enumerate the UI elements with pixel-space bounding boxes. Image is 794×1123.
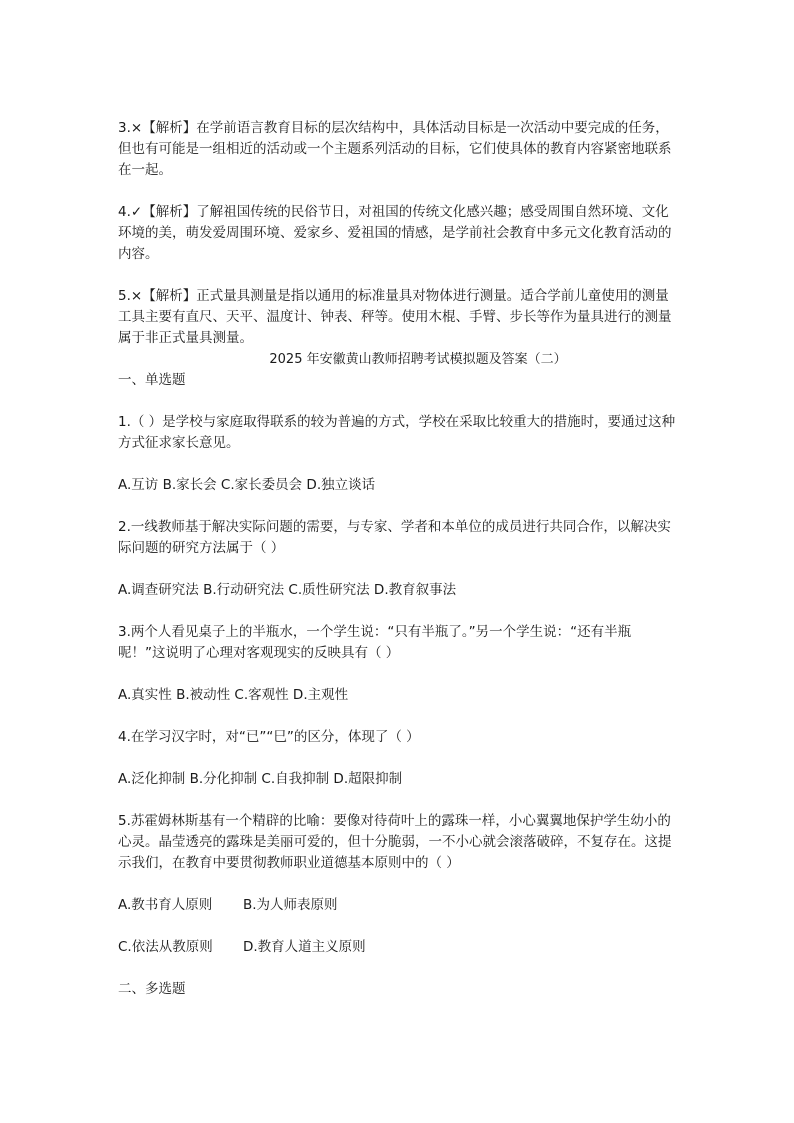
section-heading-single-choice: 一、单选题 [118, 372, 186, 388]
question-5-option-a: A.教书育人原则 [118, 897, 213, 913]
question-3-options: A.真实性 B.被动性 C.客观性 D.主观性 [118, 687, 349, 703]
question-2-options: A.调查研究法 B.行动研究法 C.质性研究法 D.教育叙事法 [118, 582, 457, 598]
exam-title: 2025 年安徽黄山教师招聘考试模拟题及答案（二） [269, 352, 567, 367]
section-heading-multi-choice: 二、多选题 [118, 981, 186, 997]
document-page [118, 118, 678, 1000]
question-5-option-d: D.教育人道主义原则 [243, 939, 366, 955]
explanation-4: 4.✓【解析】了解祖国传统的民俗节日，对祖国的传统文化感兴趣；感受周围自然环境、文化环境的美，萌发爱周围环境、爱家乡、爱祖国的情感，是学前社会教育中多元文化教育活动的内容。 [118, 204, 672, 262]
question-2-stem: 2.一线教师基于解决实际问题的需要，与专家、学者和本单位的成员进行共同合作，以解决实际问题的研究方法属于（ ） [118, 519, 671, 556]
explanation-3: 3.×【解析】在学前语言教育目标的层次结构中，具体活动目标是一次活动中要完成的任务，但也有可能是一组相近的活动或一个主题系列活动的目标，它们使具体的教育内容紧密地联系在一起。 [118, 120, 672, 178]
question-5-options-row-2 [118, 937, 678, 958]
question-5-option-c: C.依法从教原则 [118, 939, 213, 955]
question-1-stem: 1.（ ）是学校与家庭取得联系的较为普遍的方式，学校在采取比较重大的措施时，要通过这种方式征求家长意见。 [118, 414, 676, 451]
question-5-options-row-1 [118, 895, 678, 916]
question-4-stem: 4.在学习汉字时，对“已”“巳”的区分，体现了（ ） [118, 729, 420, 745]
question-3-stem: 3.两个人看见桌子上的半瓶水，一个学生说：“只有半瓶了。”另一个学生说：“还有半瓶呢！”这说明了心理对客观现实的反映具有（ ） [118, 624, 632, 661]
question-5-stem: 5.苏霍姆林斯基有一个精辟的比喻：要像对待荷叶上的露珠一样，小心翼翼地保护学生幼小的心灵。晶莹透亮的露珠是美丽可爱的，但十分脆弱，一不小心就会滚落破碎，不复存在。这提示我们，在教育中要贯彻教师职业道德基本原则中的（ ） [118, 813, 672, 871]
question-5-option-b: B.为人师表原则 [243, 897, 338, 913]
question-4-options: A.泛化抑制 B.分化抑制 C.自我抑制 D.超限抑制 [118, 771, 403, 787]
question-1-options: A.互访 B.家长会 C.家长委员会 D.独立谈话 [118, 477, 376, 493]
explanation-5: 5.×【解析】正式量具测量是指以通用的标准量具对物体进行测量。适合学前儿童使用的测量工具主要有直尺、天平、温度计、钟表、秤等。使用木棍、手臂、步长等作为量具进行的测量属于非正式量具测量。 [118, 288, 672, 346]
